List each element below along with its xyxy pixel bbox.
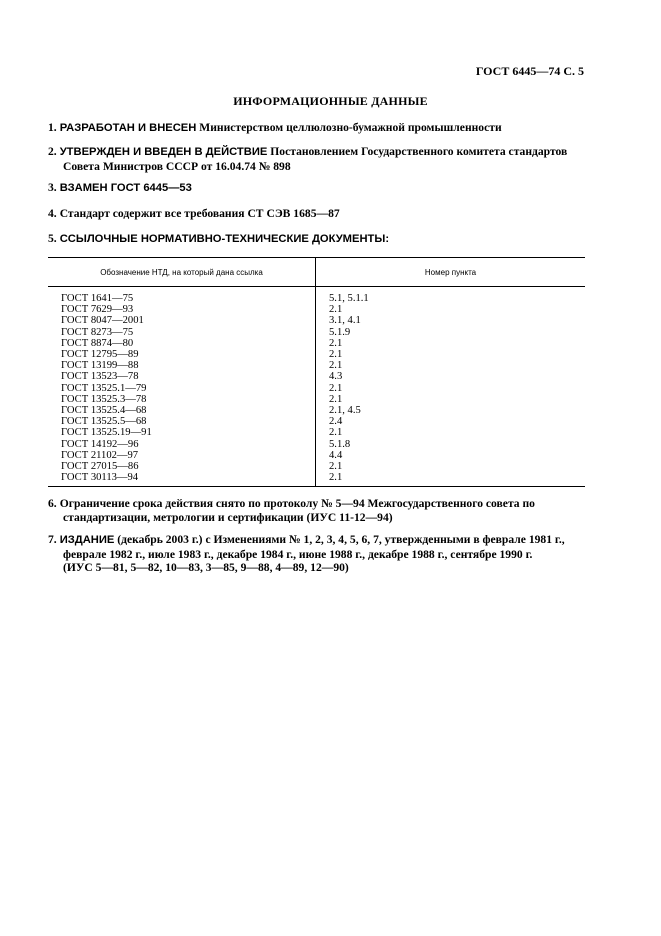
clause-cell: 2.1 [329,461,343,473]
clause-cell: 4.4 [329,449,343,461]
table-row [48,427,585,438]
clause-cell: 2.4 [329,416,343,428]
info-item-3 [48,181,585,196]
clause-cell: 2.1 [329,349,343,361]
table-row [48,450,585,461]
document-cell: ГОСТ 13525.4—68 [48,405,316,416]
item-caps: ВЗАМЕН ГОСТ 6445—53 [59,182,192,194]
document-cell: ГОСТ 13525.3—78 [48,394,316,405]
document-cell: ГОСТ 21102—97 [48,450,316,461]
table-row [48,472,585,483]
item-text-line-3: (ИУС 5—81, 5—82, 10—83, 3—85, 9—88, 4—89, 12—90) [63,561,349,574]
clause-cell: 2.1 [329,304,343,316]
info-item-7 [48,533,585,575]
document-cell: ГОСТ 13525.1—79 [48,383,316,394]
item-text-line-1: Ограничение срока действия снято по протоколу № 5—94 Межгосударственного совета по [59,497,535,510]
item-text: Стандарт содержит все требования СТ СЭВ 1685—87 [59,207,340,220]
column-header-clause: Номер пункта [316,258,586,287]
document-cell: ГОСТ 30113—94 [48,472,316,483]
clause-cell: 5.1.9 [329,326,351,338]
table-row [48,349,585,360]
document-cell: ГОСТ 8047—2001 [48,315,316,326]
info-item-1 [48,121,585,136]
document-cell: ГОСТ 13523—78 [48,371,316,382]
item-caps: РАЗРАБОТАН И ВНЕСЕН [59,122,197,134]
document-cell: ГОСТ 27015—86 [48,461,316,472]
document-cell: ГОСТ 14192—96 [48,439,316,450]
clause-cell: 2.1 [329,427,343,439]
item-number: 6. [48,497,57,510]
item-number: 1. [48,121,57,134]
clause-cell: 5.1.8 [329,438,351,450]
item-number: 3. [48,181,57,194]
document-cell: ГОСТ 13525.5—68 [48,416,316,427]
document-cell: ГОСТ 13525.19—91 [48,427,316,438]
table-row [48,327,585,338]
info-item-4 [48,207,585,221]
table-row [48,416,585,427]
clause-cell: 2.1 [329,360,343,372]
table-row [48,394,585,405]
table-header-row [48,258,585,287]
clause-cell: 4.3 [329,371,343,383]
section-title: ИНФОРМАЦИОННЫЕ ДАННЫЕ [233,94,428,108]
table-row [48,439,585,450]
table-row [48,383,585,394]
clause-cell: 2.1 [329,472,343,484]
clause-cell: 2.1 [329,337,343,349]
document-cell: ГОСТ 7629—93 [48,304,316,315]
item-number: 7. [48,533,57,546]
item-text-line-2: Совета Министров СССР от 16.04.74 № 898 [63,159,291,173]
item-text-line-1: Постановлением Государственного комитета стандартов [270,145,568,158]
references-table [48,257,585,487]
clause-cell: 3.1, 4.1 [329,315,361,327]
clause-cell: 2.1 [329,393,343,405]
document-cell: ГОСТ 13199—88 [48,360,316,371]
document-cell: ГОСТ 8273—75 [48,327,316,338]
clause-cell: 2.1, 4.5 [329,405,361,417]
table-row [48,293,585,304]
item-text-line-2: стандартизации, метрологии и сертификации (ИУС 11-12—94) [63,510,393,524]
item-caps: ИЗДАНИЕ [59,534,115,546]
info-item-5 [48,232,585,247]
item-number: 5. [48,232,57,245]
item-text: Министерством целлюлозно-бумажной промышленности [199,121,502,134]
page-header: ГОСТ 6445—74 С. 5 [475,64,584,78]
table-row [48,371,585,382]
table-row [48,315,585,326]
table-row [48,338,585,349]
table-row [48,461,585,472]
table-row [48,360,585,371]
item-number: 4. [48,207,57,220]
info-item-2 [48,145,585,173]
document-cell: ГОСТ 1641—75 [48,293,316,304]
clause-cell: 2.1 [329,382,343,394]
table-row [48,405,585,416]
item-caps: УТВЕРЖДЕН И ВВЕДЕН В ДЕЙСТВИЕ [59,146,268,158]
info-item-6 [48,497,585,524]
item-text-line-1: (декабрь 2003 г.) с Изменениями № 1, 2, 3, 4, 5, 6, 7, утвержденными в феврале 1981 г., [117,533,565,546]
item-text-line-2: феврале 1982 г., июле 1983 г., декабре 1984 г., июне 1988 г., декабре 1988 г., сентябре 1990 г. [63,547,533,561]
clause-cell: 5.1, 5.1.1 [329,293,369,304]
column-header-document: Обозначение НТД, на который дана ссылка [48,258,316,287]
item-number: 2. [48,145,57,158]
document-cell: ГОСТ 12795—89 [48,349,316,360]
table-row [48,304,585,315]
document-cell: ГОСТ 8874—80 [48,338,316,349]
item-caps: ССЫЛОЧНЫЕ НОРМАТИВНО-ТЕХНИЧЕСКИЕ ДОКУМЕНТЫ: [59,233,390,245]
